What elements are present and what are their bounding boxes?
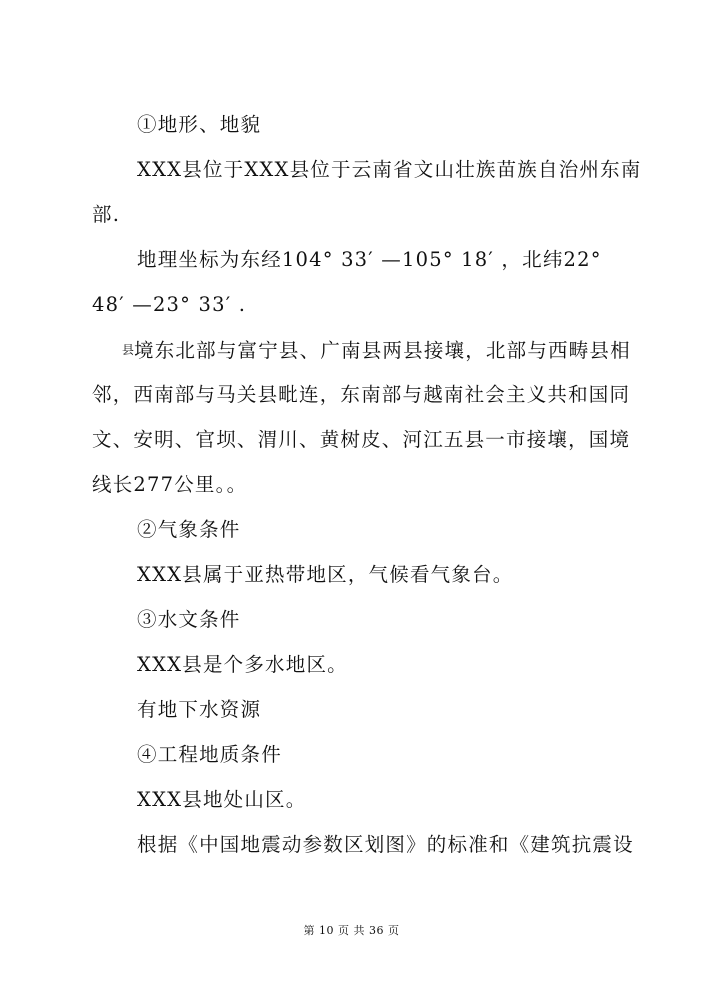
paragraph-line: 有地下水资源 [137,698,262,721]
paragraph-line: 48′ —23° 33′ . [92,293,247,316]
paragraph-text: 境东北部与富宁县、广南县两县接壤，北部与西畴县相 [134,339,631,362]
paragraph-line: ③水文条件 [137,608,241,631]
paragraph-line-with-margin-mark [122,338,631,363]
paragraph-line: XXX县是个多水地区。 [137,653,348,676]
paragraph-line: 线长277公里。。 [92,473,248,496]
margin-mark: 县 [122,343,135,357]
paragraph-line: 部. [92,203,121,226]
paragraph-line: ④工程地质条件 [137,743,282,766]
paragraph-line: ②气象条件 [137,518,241,541]
paragraph-line: ①地形、地貌 [137,113,262,136]
paragraph-line: XXX县位于XXX县位于云南省文山壮族苗族自治州东南 [137,158,642,181]
paragraph-line: XXX县地处山区。 [137,788,307,811]
page-footer: 第 10 页 共 36 页 [303,924,400,937]
paragraph-line: 地理坐标为东经104° 33′ —105° 18′ ，北纬22° [137,248,602,271]
paragraph-line: 邻，西南部与马关县毗连，东南部与越南社会主义共和国同 [92,383,631,406]
paragraph-line: 文、安明、官坝、渭川、黄树皮、河江五县一市接壤，国境 [92,428,631,451]
paragraph-line: XXX县属于亚热带地区，气候看气象台。 [137,563,514,586]
paragraph-line: 根据《中国地震动参数区划图》的标准和《建筑抗震设 [137,833,634,856]
